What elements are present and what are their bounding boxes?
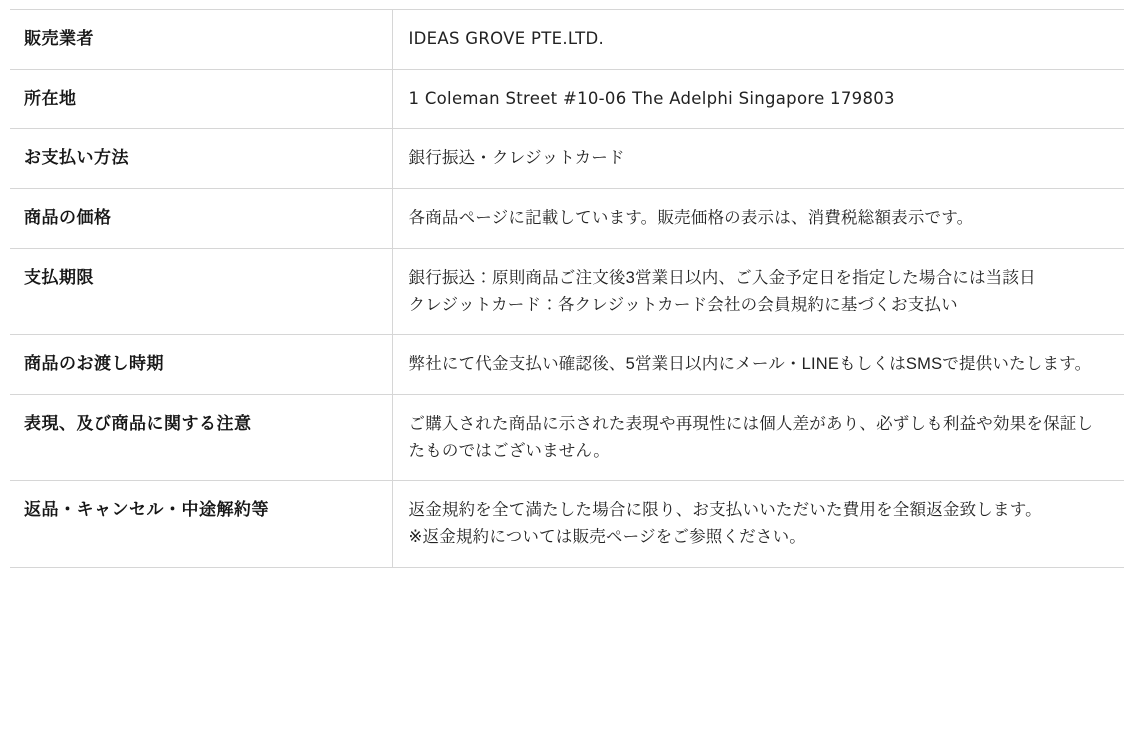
row-label: 返品・キャンセル・中途解約等 — [10, 481, 392, 567]
row-value — [392, 69, 1124, 129]
row-value — [392, 395, 1124, 481]
row-value — [392, 189, 1124, 249]
value-line: 各商品ページに記載しています。販売価格の表示は、消費税総額表示です。 — [408, 209, 974, 228]
value-line: 1 Coleman Street #10-06 The Adelphi Singapore 179803 — [408, 88, 895, 108]
value-line: 銀行振込：原則商品ご注文後3営業日以内、ご入金予定日を指定した場合には当該日 — [408, 268, 1036, 287]
value-line: 弊社にて代金支払い確認後、5営業日以内にメール・LINEもしくはSMSで提供いたします。 — [408, 355, 1092, 374]
value-line: 銀行振込・クレジットカード — [408, 149, 625, 168]
table-body — [10, 10, 1124, 568]
row-value — [392, 10, 1124, 70]
row-value — [392, 335, 1124, 395]
value-line: クレジットカード：各クレジットカード会社の会員規約に基づくお支払い — [408, 295, 958, 314]
row-label: 商品の価格 — [10, 189, 392, 249]
value-line: IDEAS GROVE PTE.LTD. — [408, 29, 605, 48]
table-row — [10, 481, 1124, 567]
table-row — [10, 10, 1124, 70]
row-label: 支払期限 — [10, 248, 392, 334]
table-row — [10, 69, 1124, 129]
row-value — [392, 481, 1124, 567]
table-row — [10, 335, 1124, 395]
row-label: 表現、及び商品に関する注意 — [10, 395, 392, 481]
table-row — [10, 248, 1124, 334]
row-label: お支払い方法 — [10, 129, 392, 189]
row-label: 販売業者 — [10, 10, 392, 70]
value-line: ご購入された商品に示された表現や再現性には個人差があり、必ずしも利益や効果を保証したものではございません。 — [408, 415, 1094, 460]
table-row — [10, 395, 1124, 481]
value-line: ※返金規約については販売ページをご参照ください。 — [408, 528, 806, 547]
row-label: 商品のお渡し時期 — [10, 335, 392, 395]
row-value — [392, 129, 1124, 189]
table-row — [10, 129, 1124, 189]
table-row — [10, 189, 1124, 249]
row-value — [392, 248, 1124, 334]
legal-info-table — [10, 9, 1124, 568]
row-label: 所在地 — [10, 69, 392, 129]
value-line: 返金規約を全て満たした場合に限り、お支払いいただいた費用を全額返金致します。 — [408, 501, 1042, 520]
